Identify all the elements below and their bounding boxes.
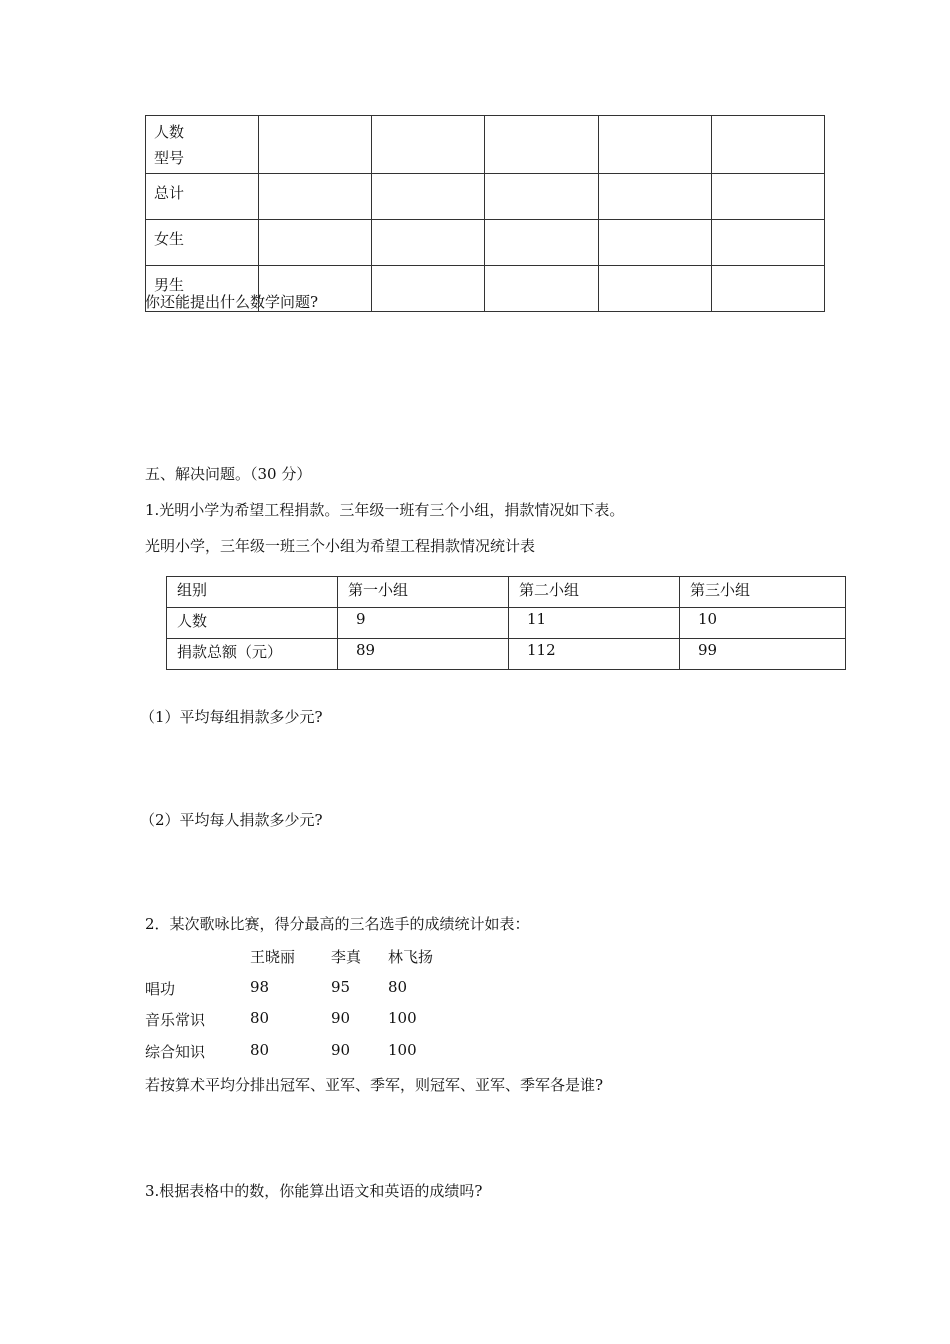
contestant-name: 林飞扬 [388, 948, 434, 966]
empty-cell [598, 174, 711, 220]
empty-cell [372, 116, 485, 174]
people-group-3: 10 [680, 608, 846, 639]
header-cell [146, 116, 259, 174]
q2-text: 2．某次歌咏比赛，得分最高的三名选手的成绩统计如表： [145, 915, 530, 933]
score-row-label: 唱功 [145, 980, 176, 998]
score-value: 80 [388, 978, 408, 996]
donation-table [166, 576, 846, 670]
row-label-people: 人数 [167, 608, 338, 639]
score-value: 90 [331, 1009, 351, 1027]
empty-cell [485, 266, 598, 312]
q2-question: 若按算术平均分排出冠军、亚军、季军，则冠军、亚军、季军各是谁? [145, 1076, 604, 1094]
score-value: 80 [250, 1009, 270, 1027]
header-group-2: 第二小组 [509, 577, 680, 608]
empty-cell [259, 174, 372, 220]
score-value: 95 [331, 978, 351, 996]
empty-cell [259, 220, 372, 266]
empty-cell [485, 220, 598, 266]
q1-sub1: （1）平均每组捐款多少元? [140, 708, 323, 726]
empty-cell [598, 116, 711, 174]
score-value: 100 [388, 1009, 417, 1027]
people-group-1: 9 [338, 608, 509, 639]
score-value: 90 [331, 1041, 351, 1059]
q1-table-title: 光明小学，三年级一班三个小组为希望工程捐款情况统计表 [145, 537, 536, 555]
header-top-label: 人数 [154, 123, 185, 141]
extra-question: 你还能提出什么数学问题? [145, 293, 319, 311]
header-group: 组别 [167, 577, 338, 608]
contestant-name: 李真 [331, 948, 362, 966]
score-row-label: 音乐常识 [145, 1011, 206, 1029]
row-label-boys: 男生 [146, 266, 259, 312]
row-label-girls: 女生 [146, 220, 259, 266]
empty-cell [598, 266, 711, 312]
empty-cell [598, 220, 711, 266]
empty-cell [372, 220, 485, 266]
empty-cell [372, 174, 485, 220]
score-value: 98 [250, 978, 270, 996]
empty-cell [711, 266, 824, 312]
donation-group-2: 112 [509, 639, 680, 670]
empty-cell [711, 116, 824, 174]
row-label-total: 总计 [146, 174, 259, 220]
people-group-2: 11 [509, 608, 680, 639]
donation-group-3: 99 [680, 639, 846, 670]
section-title: 五、解决问题。（30 分） [145, 465, 312, 483]
empty-cell [711, 220, 824, 266]
survey-table [145, 115, 825, 312]
score-row-label: 综合知识 [145, 1043, 206, 1061]
header-group-1: 第一小组 [338, 577, 509, 608]
donation-group-1: 89 [338, 639, 509, 670]
score-value: 80 [250, 1041, 270, 1059]
score-value: 100 [388, 1041, 417, 1059]
q1-text: 1.光明小学为希望工程捐款。三年级一班有三个小组，捐款情况如下表。 [145, 501, 625, 519]
header-bottom-label: 型号 [154, 149, 185, 167]
empty-cell [372, 266, 485, 312]
contestant-name: 王晓丽 [250, 948, 296, 966]
empty-cell [711, 174, 824, 220]
empty-cell [259, 116, 372, 174]
empty-cell [485, 116, 598, 174]
q1-sub2: （2）平均每人捐款多少元? [140, 811, 323, 829]
row-label-donation: 捐款总额（元） [167, 639, 338, 670]
q3-text: 3.根据表格中的数，你能算出语文和英语的成绩吗? [145, 1182, 483, 1200]
header-group-3: 第三小组 [680, 577, 846, 608]
empty-cell [485, 174, 598, 220]
